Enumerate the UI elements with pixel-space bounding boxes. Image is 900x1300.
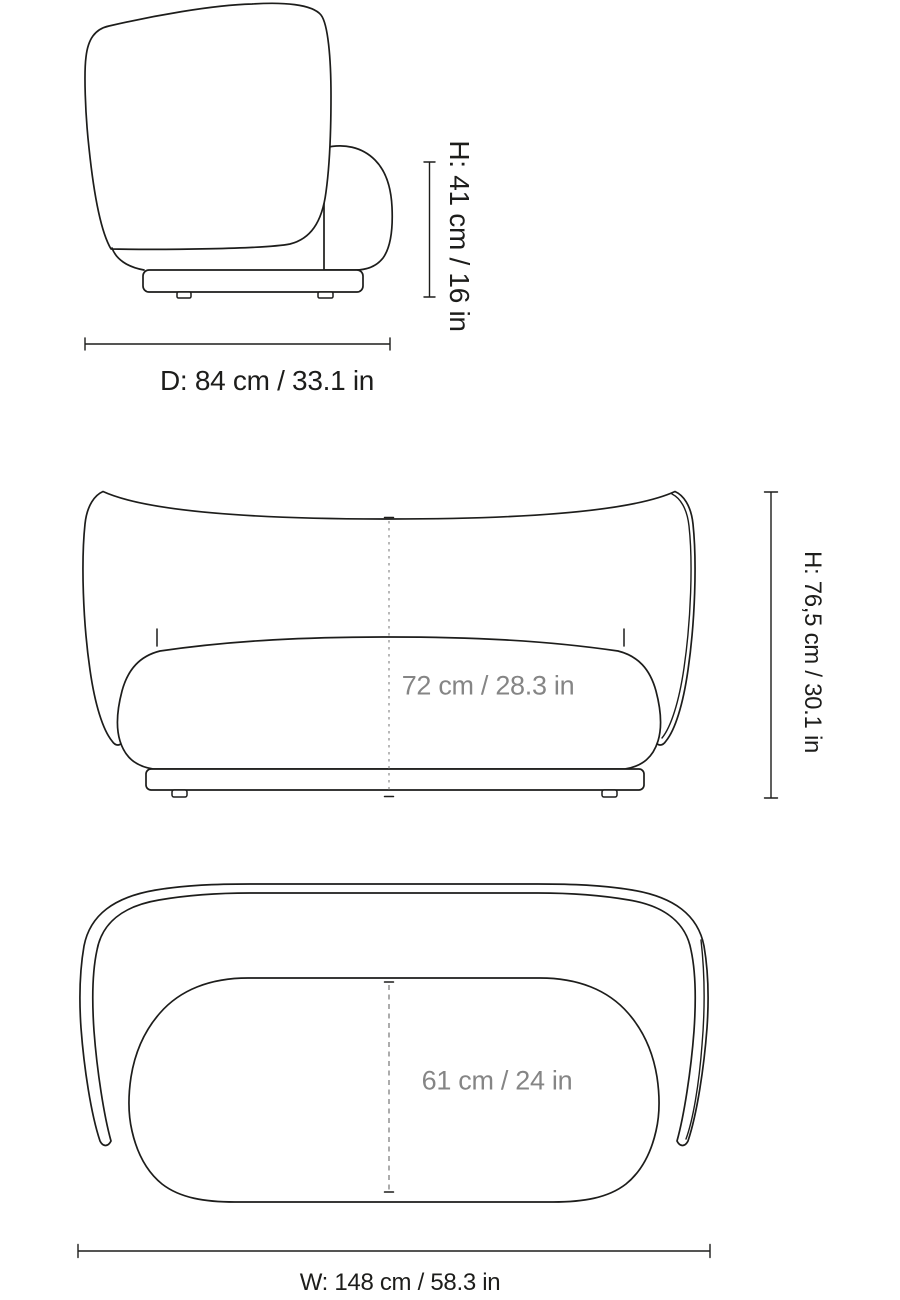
seat-height-dim-line bbox=[424, 162, 435, 297]
side-view-drawing bbox=[85, 3, 392, 298]
front-foot-right bbox=[602, 790, 617, 797]
side-back-panel bbox=[85, 3, 331, 249]
overall-height-label: H: 76,5 cm / 30.1 in bbox=[799, 550, 826, 754]
top-seat bbox=[129, 978, 659, 1202]
depth-label: D: 84 cm / 33.1 in bbox=[159, 365, 375, 396]
inner-depth-label: 61 cm / 24 in bbox=[421, 1065, 573, 1096]
top-view-drawing bbox=[80, 884, 708, 1202]
side-seat-cushion bbox=[324, 146, 392, 270]
side-deck-edge bbox=[112, 248, 144, 270]
seat-height-label: H: 41 cm / 16 in bbox=[444, 140, 475, 332]
overall-width-dim-line bbox=[78, 1245, 710, 1258]
top-view-dimension-lines bbox=[78, 1245, 710, 1258]
overall-width-label: W: 148 cm / 58.3 in bbox=[299, 1269, 501, 1296]
side-foot-right bbox=[318, 292, 333, 298]
side-plinth bbox=[143, 270, 363, 292]
side-foot-left bbox=[177, 292, 191, 298]
front-foot-left bbox=[172, 790, 187, 797]
inner-width-label: 72 cm / 28.3 in bbox=[401, 670, 575, 701]
overall-height-dim-line bbox=[765, 492, 778, 798]
front-plinth bbox=[146, 769, 644, 790]
front-view-dimension-lines bbox=[765, 492, 778, 798]
depth-dim-line bbox=[85, 338, 390, 350]
front-view-drawing bbox=[83, 492, 695, 798]
